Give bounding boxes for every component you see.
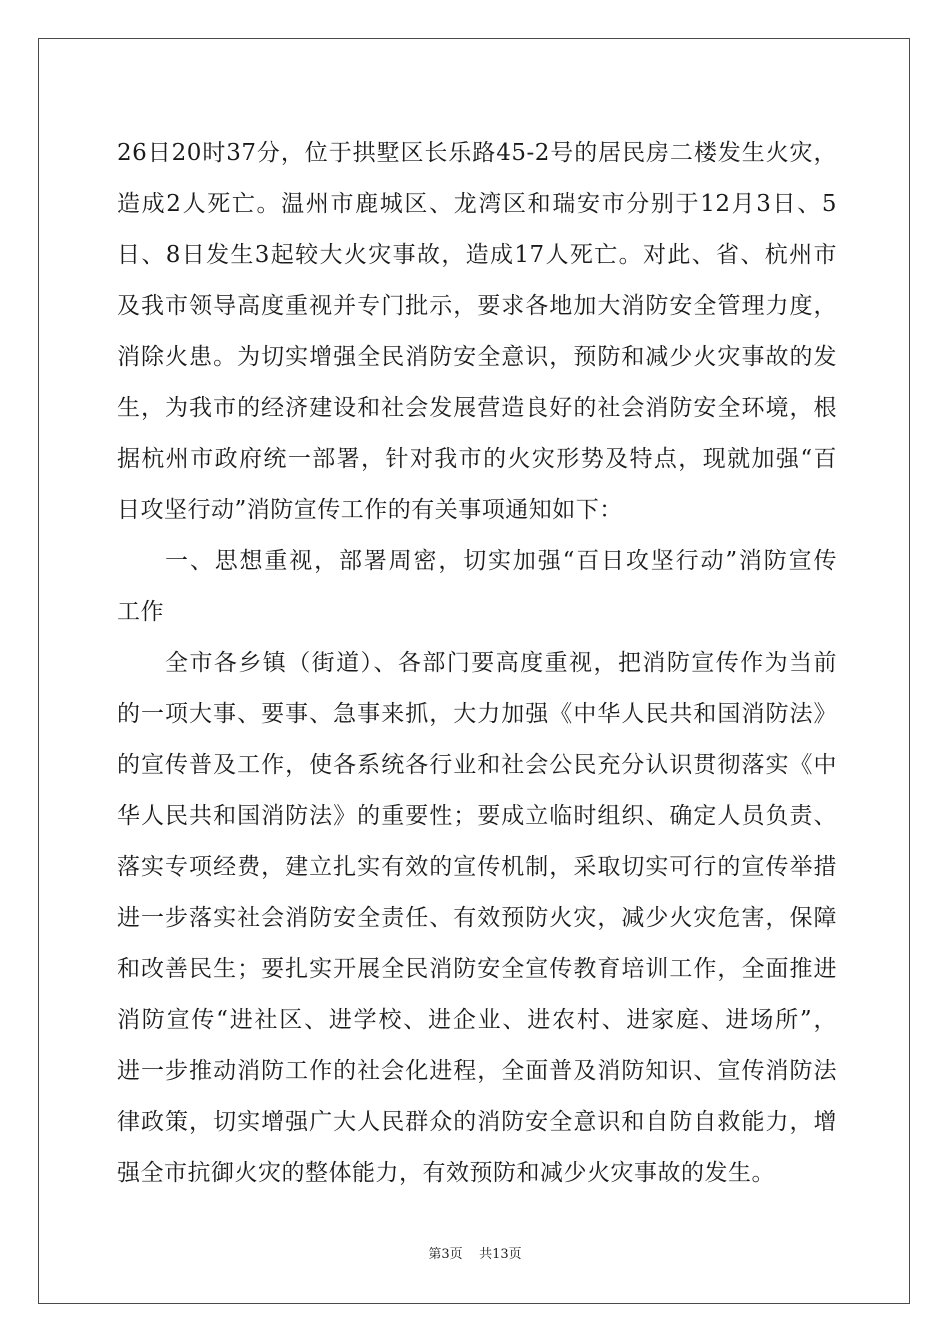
document-body <box>117 128 837 1199</box>
text-line: 消防宣传“进社区、进学校、进企业、进农村、进家庭、进场所”， <box>117 1007 837 1033</box>
text-line: 据杭州市政府统一部署，针对我市的火灾形势及特点，现就加强“百 <box>117 446 837 472</box>
text-line: 的一项大事、要事、急事来抓，大力加强《中华人民共和国消防法》 <box>117 701 837 727</box>
text-line: 日攻坚行动”消防宣传工作的有关事项通知如下： <box>117 497 623 523</box>
text-line: 进一步落实社会消防安全责任、有效预防火灾，减少火灾危害，保障 <box>117 905 837 931</box>
page-number: 第3页 共13页 <box>428 1247 522 1262</box>
text-line: 26日20时37分，位于拱墅区长乐路45-2号的居民房二楼发生火灾， <box>117 140 837 166</box>
text-line: 消除火患。为切实增强全民消防安全意识，预防和减少火灾事故的发 <box>117 344 837 370</box>
text-line: 及我市领导高度重视并专门批示，要求各地加大消防安全管理力度， <box>117 293 837 319</box>
text-line: 律政策，切实增强广大人民群众的消防安全意识和自防自救能力，增 <box>117 1109 837 1135</box>
text-line: 的宣传普及工作，使各系统各行业和社会公民充分认识贯彻落实《中 <box>117 752 837 778</box>
text-line: 和改善民生；要扎实开展全民消防安全宣传教育培训工作，全面推进 <box>117 956 837 982</box>
text-line: 造成2人死亡。温州市鹿城区、龙湾区和瑞安市分别于12月3日、5 <box>117 191 837 217</box>
text-line: 强全市抗御火灾的整体能力，有效预防和减少火灾事故的发生。 <box>117 1160 775 1186</box>
section-heading: 一、思想重视，部署周密，切实加强“百日攻坚行动”消防宣传 <box>165 548 837 574</box>
text-line: 全市各乡镇（街道）、各部门要高度重视，把消防宣传作为当前 <box>165 650 837 676</box>
section-heading-continued: 工作 <box>117 599 164 625</box>
text-line: 进一步推动消防工作的社会化进程，全面普及消防知识、宣传消防法 <box>117 1058 837 1084</box>
text-line: 生，为我市的经济建设和社会发展营造良好的社会消防安全环境，根 <box>117 395 837 421</box>
text-line: 日、8日发生3起较大火灾事故，造成17人死亡。对此、省、杭州市 <box>117 242 837 268</box>
text-line: 落实专项经费，建立扎实有效的宣传机制，采取切实可行的宣传举措 <box>117 854 837 880</box>
text-line: 华人民共和国消防法》的重要性；要成立临时组织、确定人员负责、 <box>117 803 837 829</box>
